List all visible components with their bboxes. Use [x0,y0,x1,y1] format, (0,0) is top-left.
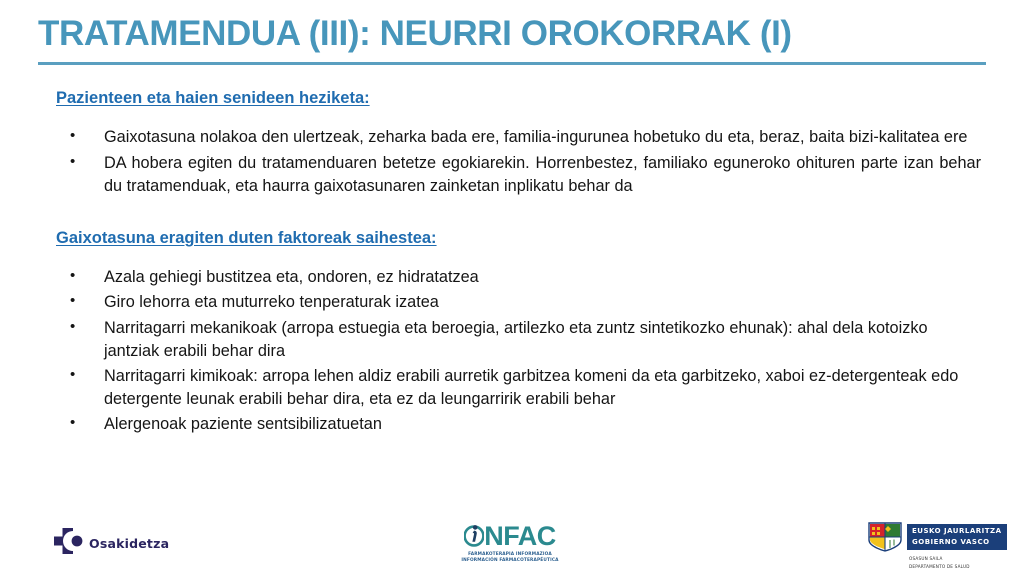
gobierno-vasco-logo [868,522,1007,571]
bullet-list-avoid-factors [56,266,981,436]
infac-subtitle-es: INFORMACIÓN FARMACOTERAPÉUTICA [461,558,559,564]
slide-content [56,88,981,438]
list-item: • Narritagarri mekanikoak (arropa estuegia eta beroegia, artilezko eta zuntz sintetikozko ehunak): ahal dela kotoizko jantziak erabili behar dira [56,317,981,363]
infac-letters: NFAC [484,520,556,551]
page-title: TRATAMENDUA (III): NEURRI OROKORRAK (I) [38,14,792,53]
section-heading: Gaixotasuna eragiten duten faktoreak saihestea: [56,228,437,247]
list-item: • Narritagarri kimikoak: arropa lehen aldiz erabili aurretik garbitzea komeni da eta garbitzeko, xaboi ez-detergenteak edo detergente leunak erabili behar dira, eta ez da leungarririk erabili behar [56,365,981,411]
gobierno-vasco-texts [907,522,1007,571]
list-item: • Alergenoak paziente sentsibilizatuetan [56,413,981,436]
title-divider [38,62,986,65]
infac-wordmark [450,522,570,550]
spacer [56,249,981,266]
infac-logo [450,522,570,565]
bullet-list-patient-education [56,126,981,197]
list-item: • DA hobera egiten du tratamenduaren betetze egokiarekin. Horrenbestez, familiako eguneroko ohituren parte izan behar du tratamenduak, eta haurra gaixotasunaren zainketan inplikatu behar da [56,152,981,198]
infac-i-mark-icon [464,522,484,550]
gv-line-eu: EUSKO JAURLARITZA [912,527,1002,535]
basque-coat-of-arms-icon [868,522,902,557]
spacer [56,109,981,126]
list-item: • Giro lehorra eta muturreko tenperaturak izatea [56,291,981,314]
infac-subtitle-eu: FARMAKOTERAPIA INFORMAZIOA [468,552,552,557]
osakidetza-mark-icon [54,528,84,559]
gv-dept-es: DEPARTAMENTO DE SALUD [909,563,970,569]
gv-line-es: GOBIERNO VASCO [912,537,990,546]
gv-dept-eu: OSASUN SAILA [909,555,943,561]
gobierno-vasco-band [907,524,1007,550]
osakidetza-wordmark: Osakidetza [89,536,170,551]
footer-logos [0,512,1024,576]
spacer [56,200,981,228]
section-patient-education [56,88,981,198]
section-avoid-factors [56,228,981,436]
osakidetza-logo [54,528,169,559]
section-heading: Pazienteen eta haien senideen heziketa: [56,89,370,107]
list-item: • Azala gehiegi bustitzea eta, ondoren, ez hidratatzea [56,266,981,289]
list-item: • Gaixotasuna nolakoa den ulertzeak, zeharka bada ere, familia-ingurunea hobetuko du eta, beraz, baita bizi-kalitatea ere [56,126,981,149]
